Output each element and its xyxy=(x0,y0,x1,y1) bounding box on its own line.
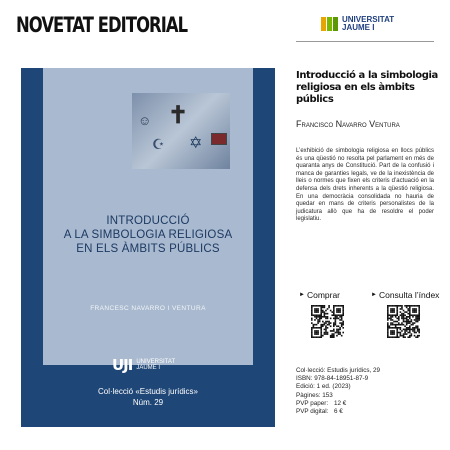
cover-title-line: A LA SIMBOLOGIA RELIGIOSA xyxy=(63,229,233,241)
book-description: L’exhibició de simbologia religiosa en llocs públics és una qüestió no resolta pel parlament en més de quaranta anys de Constitució. Part de la confusió i manca de garanties legals, ve de la inexistència de lleis o normes que fixen els criteris d’actuació en la defensa dels drets inherents a la qüestió religiosa. En una democràcia consolidada no hauria de quedar en mans de criteris personalistes de la judicatura allò que ha de resoldre el poder legislatiu. xyxy=(296,148,434,223)
price-digital-label: PVP digital: xyxy=(296,408,329,416)
comprar-link[interactable] xyxy=(299,290,340,300)
cover-collage-image xyxy=(132,93,230,169)
cover-title-line: EN ELS ÀMBITS PÚBLICS xyxy=(76,243,220,255)
comprar-label: Comprar xyxy=(306,290,341,300)
price-paper-value: 12 € xyxy=(334,399,347,407)
play-triangle-icon: ► xyxy=(299,292,305,298)
meta-pages: Pàgines: 153 xyxy=(296,391,333,399)
play-triangle-icon: ► xyxy=(371,292,377,298)
meta-edition: Edició: 1 ed. (2023) xyxy=(296,383,351,391)
qr-code-index-icon[interactable] xyxy=(387,305,420,338)
cover-collection-line: Col·lecció «Estudis jurídics» xyxy=(97,387,199,396)
book-metadata xyxy=(296,367,436,416)
crescent-icon: ☪ xyxy=(152,136,165,152)
cover-logo-line1: UNIVERSITAT xyxy=(136,359,176,365)
cover-collection-line: Núm. 29 xyxy=(132,398,164,407)
price-paper-label: PVP paper: xyxy=(296,399,329,407)
flag-icon xyxy=(211,133,227,145)
uji-wordmark xyxy=(342,16,394,32)
cover-title-line: INTRODUCCIÓ xyxy=(106,215,190,227)
cover-title xyxy=(21,214,275,256)
qr-code-comprar-icon[interactable] xyxy=(311,305,344,338)
cover-author: FRANCESC NAVARRO I VENTURA xyxy=(90,305,206,312)
meta-price-paper xyxy=(296,400,436,408)
book-title: Introducció a la simbologia religiosa en els àmbits públics xyxy=(296,70,438,105)
meta-collection: Col·lecció: Estudis jurídics, 29 xyxy=(296,367,380,374)
meta-isbn: ISBN: 978-84-18951-87-9 xyxy=(296,375,369,383)
uji-logo xyxy=(321,16,394,32)
cover-uji-logo xyxy=(112,356,175,374)
uji-wordmark-line2: JAUME I xyxy=(342,23,375,32)
cover-logo-mark: UJI xyxy=(112,356,133,374)
cover-logo-words xyxy=(136,359,175,371)
book-cover xyxy=(21,68,275,427)
cover-collection xyxy=(21,386,275,408)
book-author: Francisco Navarro Ventura xyxy=(296,119,400,129)
index-label: Consulta l’índex xyxy=(378,290,440,300)
star-of-david-icon: ✡ xyxy=(189,135,203,152)
uji-logo-mark-icon xyxy=(321,17,338,31)
index-link[interactable] xyxy=(371,290,439,300)
meta-price-digital xyxy=(296,408,436,416)
header-divider xyxy=(296,41,434,42)
uji-wordmark-line1: UNIVERSITAT xyxy=(342,15,395,24)
cover-logo-line2: JAUME I xyxy=(136,365,161,371)
page-title: NOVETAT EDITORIAL xyxy=(16,13,188,37)
cross-icon: ✝ xyxy=(168,102,189,129)
price-digital-value: 6 € xyxy=(334,408,343,416)
people-icon: ☺ xyxy=(138,113,152,128)
